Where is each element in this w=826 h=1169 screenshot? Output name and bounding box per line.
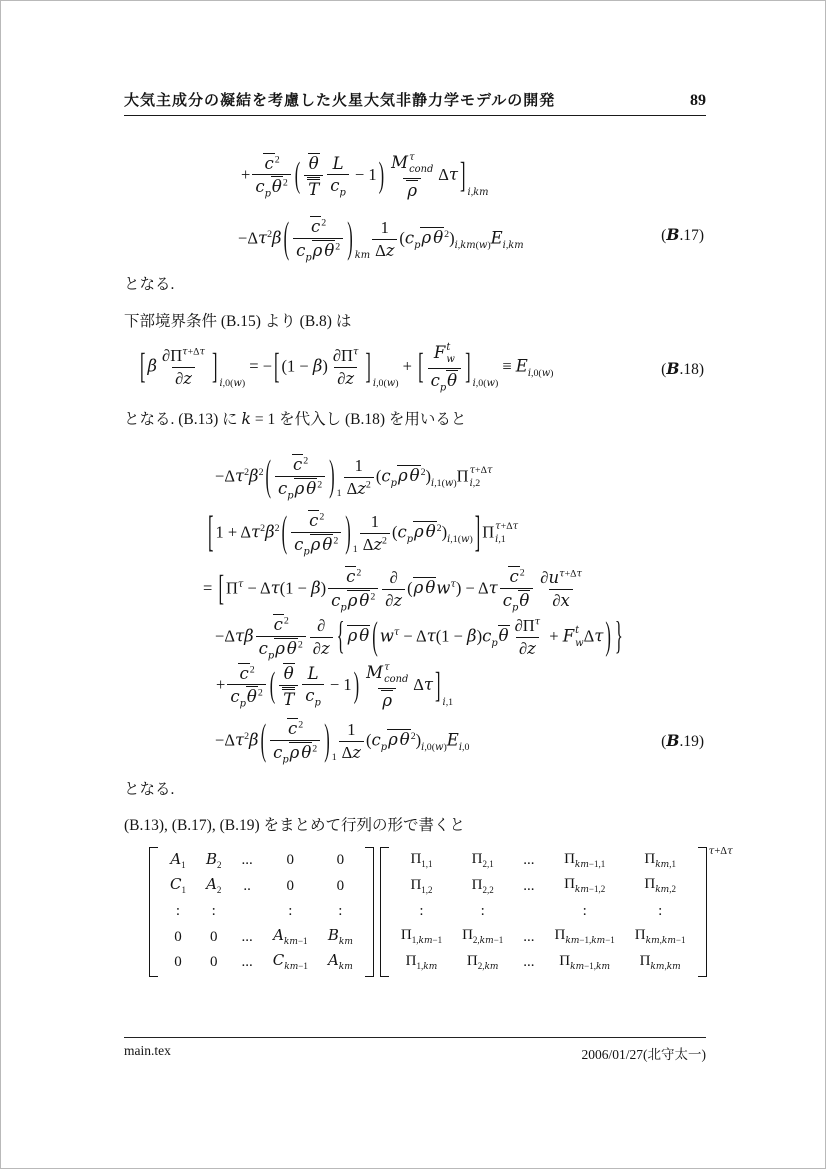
matrix-right-bracket-open xyxy=(380,847,389,977)
matrix-cell: $C_{km-1}$ xyxy=(272,951,308,973)
matrix-cell: $\Pi_{1,2}$ xyxy=(410,876,433,895)
matrix-cell: : xyxy=(658,903,663,920)
matrix-cell: $\Pi_{km,km-1}$ xyxy=(634,927,686,947)
matrix-cell: 0 xyxy=(210,954,218,971)
equation-b19-tag: (B.19) xyxy=(661,731,704,750)
matrix-cell: $A_{km}$ xyxy=(327,951,353,973)
matrix-cell: $\Pi_{2,2}$ xyxy=(471,876,494,895)
matrix-cell: $B_2$ xyxy=(205,849,222,870)
matrix-equation xyxy=(149,847,733,977)
matrix-cell: $\Pi_{2,km}$ xyxy=(466,952,499,972)
matrix-cell: $\Pi_{1,km}$ xyxy=(405,952,438,972)
paragraph-lower-boundary: 下部境界条件 (B.15) より (B.8) は xyxy=(124,313,352,330)
matrix-cell: $\Pi_{km-1,2}$ xyxy=(564,876,606,896)
pi-matrix xyxy=(391,847,696,977)
matrix-cell: : xyxy=(419,903,424,920)
matrix-cell: ... xyxy=(523,928,535,945)
matrix-cell: $\Pi_{1,km-1}$ xyxy=(400,927,443,947)
equation-b19-line-1: $-\Delta\tau^2\beta^2$ ( $\frac{c^2}{c_p\rho \theta^2}$ ) $_1$ $\frac{1}{\Delta z^2}$ ($c_p\rho$ $\theta^2)_{i,1(w)}\Pi$ τ+Δτ i,2 xyxy=(215,450,493,502)
page-header xyxy=(124,89,706,116)
page-footer xyxy=(124,1037,706,1063)
matrix-cell: : xyxy=(338,903,343,920)
equation-b19-line-2: [ $1 + \Delta\tau^2\beta^2$ ( $\frac{c^2}{c_p\rho \theta^2}$ ) $_1$ $\frac{1}{\Delta z^2}$ ($c_p\rho$ $\theta^2)_{i,1(w)}$ ] Π τ+Δτ i,1 xyxy=(208,506,519,558)
matrix-cell: 0 xyxy=(336,852,345,869)
page-title: 大気主成分の凝結を考慮した火星大気非静力学モデルの開発 xyxy=(124,92,556,109)
paragraph-tonaru-2: となる. xyxy=(124,781,175,798)
matrix-cell: $\Pi_{km-1,km}$ xyxy=(559,952,610,972)
equation-b19-line-5: + $\frac{c^2}{c_p\theta^2}$ ( $\frac{\theta}{T}$ $\frac{L}{c_p}$ − 1 ) M τ cond ρ Δτ ] $_{i,1}$ xyxy=(216,662,454,710)
matrix-cell: : xyxy=(175,903,181,920)
matrix-cell: $C_1$ xyxy=(170,875,186,896)
matrix-cell: $A_2$ xyxy=(206,875,222,896)
paragraph-tonaru-1: となる. xyxy=(124,276,175,293)
page-number: 89 xyxy=(690,92,706,109)
matrix-cell: 0 xyxy=(174,954,182,971)
matrix-cell: .. xyxy=(243,877,251,894)
matrix-cell: $\Pi_{km,1}$ xyxy=(644,850,676,870)
matrix-cell: : xyxy=(480,903,485,920)
matrix-right-bracket-close xyxy=(698,847,707,977)
matrix-cell: ... xyxy=(523,852,535,869)
matrix-cell: $B_{km}$ xyxy=(327,925,353,947)
equation-b19-line-4: −Δτβ $\frac{c^2}{c_p\rho \theta^2}$ $\frac{\partial}{\partial z}$ { ρ θ ( $w^\tau - \Delta\tau(1 - \beta)c_p\theta$ $\frac{\partial\Pi^\tau}{\partial z}$ + F t w Δτ ) } xyxy=(215,612,623,662)
matrix-cell: $\Pi_{km-1,1}$ xyxy=(564,850,606,870)
paragraph-matrix-intro: (B.13), (B.17), (B.19) をまとめて行列の形で書くと xyxy=(124,817,465,834)
paragraph-substitute-k1-post: を代入し (B.18) を用いると xyxy=(275,411,467,428)
matrix-cell: $A_1$ xyxy=(170,849,186,870)
matrix-cell: $\Pi_{2,km-1}$ xyxy=(462,927,504,947)
matrix-cell: 0 xyxy=(336,877,345,894)
matrix-cell: $\Pi_{km,2}$ xyxy=(644,876,676,896)
matrix-cell: ... xyxy=(241,852,253,869)
matrix-cell: ... xyxy=(523,954,535,971)
matrix-cell: $A_{km-1}$ xyxy=(273,925,308,947)
matrix-cell: 0 xyxy=(174,928,182,945)
matrix-left-bracket-open xyxy=(149,847,158,977)
matrix-cell: 0 xyxy=(286,852,295,869)
matrix-left-bracket-close xyxy=(365,847,374,977)
matrix-cell: ... xyxy=(523,877,535,894)
matrix-superscript: τ+Δτ xyxy=(708,845,733,857)
equation-b18: [ β $\frac{\partial\Pi^{\tau+\Delta\tau}}{\partial z}$ ] $_{i,0(w)}$ = − [ (1 − β) $\frac{\partial\Pi^\tau}{\partial z}$ ] $_{i,0(w)}$ + [ F t w $c_p\theta$ ] $_{i,0(w)} \equiv E_{i,0(w)}$ xyxy=(140,342,554,394)
footer-date-author: 2006/01/27(北守太一) xyxy=(581,1047,706,1062)
matrix-cell: 0 xyxy=(210,928,218,945)
matrix-cell: : xyxy=(288,903,293,920)
matrix-cell: $\Pi_{km-1,km-1}$ xyxy=(554,927,615,947)
equation-b18-tag: (B.18) xyxy=(661,359,704,378)
matrix-cell: : xyxy=(211,903,216,920)
coefficient-matrix xyxy=(160,847,363,977)
equation-b17-line-2: $-\Delta\tau^2\beta$ ( $\frac{c^2}{c_p\rho \theta^2}$ ) $_{km}$ $\frac{1}{\Delta z}$ ($c_p\rho$ $\theta^2)_{i,km(w)}E_{i,km}$ xyxy=(238,212,524,264)
matrix-cell: $\Pi_{km,km}$ xyxy=(639,952,681,972)
matrix-cell: : xyxy=(582,903,587,920)
matrix-cell: ... xyxy=(241,954,253,971)
inline-math-k-equals-1: k = 1 xyxy=(241,410,276,428)
equation-b17-line-1: + $\frac{c^2}{c_p\theta^2}$ ( $\frac{\theta}{T}$ $\frac{L}{c_p}$ − 1 ) M τ cond ρ Δτ ] $_{i,km}$ xyxy=(241,152,489,200)
footer-filename: main.tex xyxy=(124,1043,171,1058)
paragraph-substitute-k1 xyxy=(124,407,466,429)
equation-b17-tag: (B.17) xyxy=(661,225,704,244)
matrix-cell: ... xyxy=(241,928,253,945)
equation-b19-line-3: = [ $\Pi^\tau - \Delta\tau(1 - \beta)$ $\frac{c^2}{c_p\rho \theta^2}$ $\frac{\partial}{\partial z}$ (ρ $\theta w^\tau) - \Delta\tau$ $\frac{c^2}{c_p\theta}$ $\frac{\partial u^{\tau+\Delta\tau}}{\partial x}$ xyxy=(203,566,582,614)
matrix-cell: 0 xyxy=(286,877,295,894)
equation-b19-line-6: $-\Delta\tau^2\beta$ ( $\frac{c^2}{c_p\rho \theta^2}$ ) $_1$ $\frac{1}{\Delta z}$ ($c_p\rho$ $\theta^2)_{i,0(w)}E_{i,0}$ xyxy=(215,714,470,766)
matrix-cell: $\Pi_{1,1}$ xyxy=(410,851,433,870)
paragraph-substitute-k1-pre: となる. (B.13) に xyxy=(124,411,242,428)
matrix-cell: $\Pi_{2,1}$ xyxy=(471,851,494,870)
